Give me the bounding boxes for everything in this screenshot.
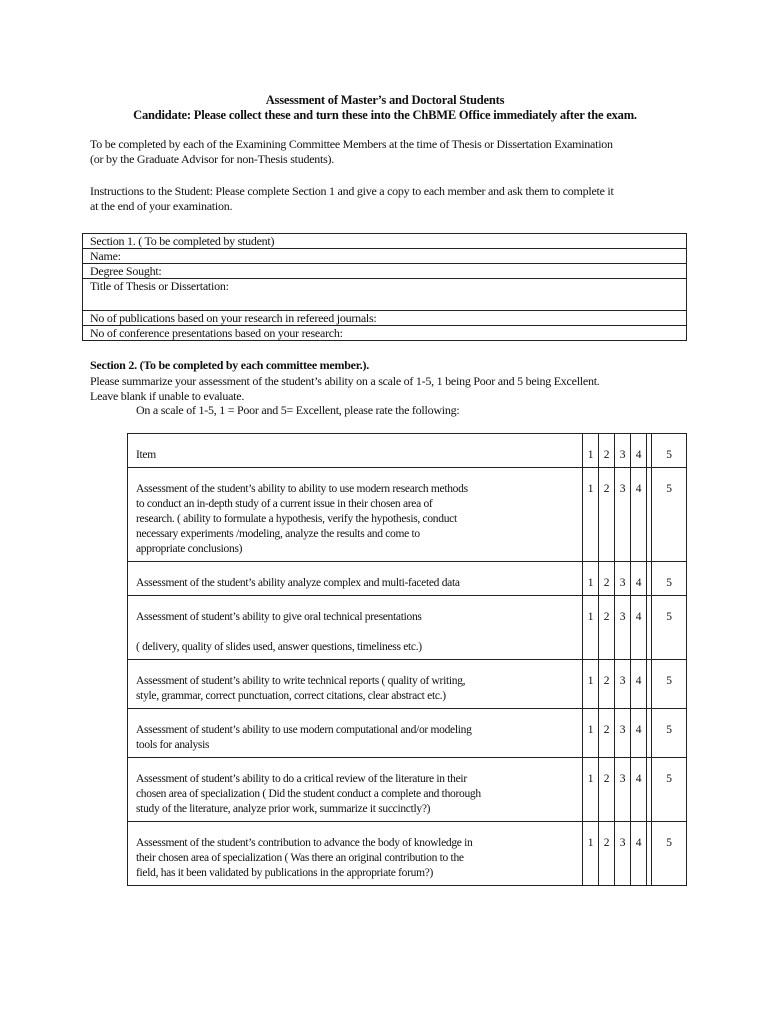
rating-option-5[interactable]: 5 xyxy=(652,562,687,596)
item-header: Item xyxy=(128,434,583,468)
rating-header-3: 3 xyxy=(615,434,631,468)
rating-option-3[interactable]: 3 xyxy=(615,822,631,886)
line-spacer xyxy=(136,625,576,640)
rating-option-1[interactable]: 1 xyxy=(583,660,599,709)
rating-option-1[interactable]: 1 xyxy=(583,562,599,596)
rating-option-3[interactable]: 3 xyxy=(615,596,631,660)
publications-count-field[interactable]: No of publications based on your research in refereed journals: xyxy=(83,311,687,326)
intro-paragraph xyxy=(90,137,690,167)
rating-option-5[interactable]: 5 xyxy=(652,660,687,709)
rating-header-1: 1 xyxy=(583,434,599,468)
item-text-line: chosen area of specialization ( Did the student conduct a complete and thorough xyxy=(136,788,481,800)
item-text-line: Assessment of student’s ability to give oral technical presentations xyxy=(136,611,422,623)
instructions-paragraph xyxy=(90,184,690,214)
item-text-line: style, grammar, correct punctuation, correct citations, clear abstract etc.) xyxy=(136,690,446,702)
item-text-line: Assessment of the student’s ability to ability to use modern research methods xyxy=(136,483,468,495)
section1-heading: Section 1. ( To be completed by student) xyxy=(83,234,687,249)
rating-option-2[interactable]: 2 xyxy=(599,822,615,886)
rating-option-2[interactable]: 2 xyxy=(599,758,615,822)
name-field[interactable]: Name: xyxy=(83,249,687,264)
item-text-line: Assessment of student’s ability to write technical reports ( quality of writing, xyxy=(136,675,466,687)
rating-option-5[interactable]: 5 xyxy=(652,822,687,886)
rating-option-1[interactable]: 1 xyxy=(583,758,599,822)
form-title: Assessment of Master’s and Doctoral Students xyxy=(265,93,505,107)
rating-row-knowledge-contribution xyxy=(128,822,687,886)
item-text-line: Assessment of the student’s ability analyze complex and multi-faceted data xyxy=(136,577,460,589)
rating-option-1[interactable]: 1 xyxy=(583,822,599,886)
item-description xyxy=(128,596,583,660)
rating-row-computational-tools xyxy=(128,709,687,758)
rating-option-5[interactable]: 5 xyxy=(652,596,687,660)
rating-option-1[interactable]: 1 xyxy=(583,468,599,562)
rating-option-4[interactable]: 4 xyxy=(631,468,647,562)
rating-option-3[interactable]: 3 xyxy=(615,709,631,758)
rating-header-row xyxy=(128,434,687,468)
rating-row-literature-review xyxy=(128,758,687,822)
rating-option-4[interactable]: 4 xyxy=(631,709,647,758)
rating-option-5[interactable]: 5 xyxy=(652,468,687,562)
form-header xyxy=(0,93,770,123)
rating-option-2[interactable]: 2 xyxy=(599,468,615,562)
intro-line-2: (or by the Graduate Advisor for non-Thesis students). xyxy=(90,152,335,166)
rating-row-technical-reports xyxy=(128,660,687,709)
intro-line-1: To be completed by each of the Examining Committee Members at the time of Thesis or Dissertation Examination xyxy=(90,137,613,151)
scale-note: On a scale of 1-5, 1 = Poor and 5= Excellent, please rate the following: xyxy=(136,403,460,417)
section2-heading: Section 2. (To be completed by each committee member.). xyxy=(90,358,369,372)
item-text-line: necessary experiments /modeling, analyze the results and come to xyxy=(136,528,420,540)
rating-option-5[interactable]: 5 xyxy=(652,709,687,758)
rating-option-2[interactable]: 2 xyxy=(599,562,615,596)
item-text-line: Assessment of the student’s contribution to advance the body of knowledge in xyxy=(136,837,473,849)
item-text-line: research. ( ability to formulate a hypothesis, verify the hypothesis, conduct xyxy=(136,513,457,525)
section2-instructions xyxy=(90,374,690,403)
instructions-line-2: at the end of your examination. xyxy=(90,199,233,213)
rating-option-4[interactable]: 4 xyxy=(631,822,647,886)
rating-option-4[interactable]: 4 xyxy=(631,660,647,709)
item-text-line: Assessment of student’s ability to do a critical review of the literature in their xyxy=(136,773,467,785)
rating-option-4[interactable]: 4 xyxy=(631,596,647,660)
rating-row-oral-presentations xyxy=(128,596,687,660)
rating-header-4: 4 xyxy=(631,434,647,468)
rating-option-3[interactable]: 3 xyxy=(615,758,631,822)
rating-row-research-methods xyxy=(128,468,687,562)
item-text-line: field, has it been validated by publications in the appropriate forum?) xyxy=(136,867,434,879)
item-text-line: Assessment of student’s ability to use modern computational and/or modeling xyxy=(136,724,472,736)
rating-option-4[interactable]: 4 xyxy=(631,562,647,596)
rating-header-2: 2 xyxy=(599,434,615,468)
rating-option-1[interactable]: 1 xyxy=(583,709,599,758)
degree-sought-field[interactable]: Degree Sought: xyxy=(83,264,687,279)
rating-option-3[interactable]: 3 xyxy=(615,468,631,562)
item-description xyxy=(128,758,583,822)
rating-option-5[interactable]: 5 xyxy=(652,758,687,822)
item-text-line: study of the literature, analyze prior work, summarize it succinctly?) xyxy=(136,803,431,815)
rating-option-3[interactable]: 3 xyxy=(615,562,631,596)
rating-table xyxy=(127,433,687,886)
item-text-line: their chosen area of specialization ( Was there an original contribution to the xyxy=(136,852,464,864)
item-description xyxy=(128,562,583,596)
rating-option-4[interactable]: 4 xyxy=(631,758,647,822)
rating-option-2[interactable]: 2 xyxy=(599,596,615,660)
thesis-title-field[interactable]: Title of Thesis or Dissertation: xyxy=(83,279,687,311)
item-text-line: to conduct an in-depth study of a current issue in their chosen area of xyxy=(136,498,433,510)
instructions-line-1: Instructions to the Student: Please complete Section 1 and give a copy to each member and ask them to complete it xyxy=(90,184,614,198)
item-text-line: appropriate conclusions) xyxy=(136,543,243,555)
rating-option-2[interactable]: 2 xyxy=(599,660,615,709)
rating-header-5: 5 xyxy=(652,434,687,468)
item-text-line: tools for analysis xyxy=(136,739,210,751)
item-description xyxy=(128,709,583,758)
rating-row-data-analysis xyxy=(128,562,687,596)
rating-option-1[interactable]: 1 xyxy=(583,596,599,660)
section2-line-1: Please summarize your assessment of the student’s ability on a scale of 1-5, 1 being Poor and 5 being Excellent. xyxy=(90,374,600,388)
form-subtitle: Candidate: Please collect these and turn these into the ChBME Office immediately after the exam. xyxy=(133,108,637,122)
item-text-line: ( delivery, quality of slides used, answer questions, timeliness etc.) xyxy=(136,641,422,653)
section2-line-2: Leave blank if unable to evaluate. xyxy=(90,388,245,403)
rating-option-3[interactable]: 3 xyxy=(615,660,631,709)
item-description xyxy=(128,660,583,709)
rating-option-2[interactable]: 2 xyxy=(599,709,615,758)
item-description xyxy=(128,468,583,562)
conference-count-field[interactable]: No of conference presentations based on your research: xyxy=(83,326,687,341)
section1-table xyxy=(82,233,687,341)
item-description xyxy=(128,822,583,886)
